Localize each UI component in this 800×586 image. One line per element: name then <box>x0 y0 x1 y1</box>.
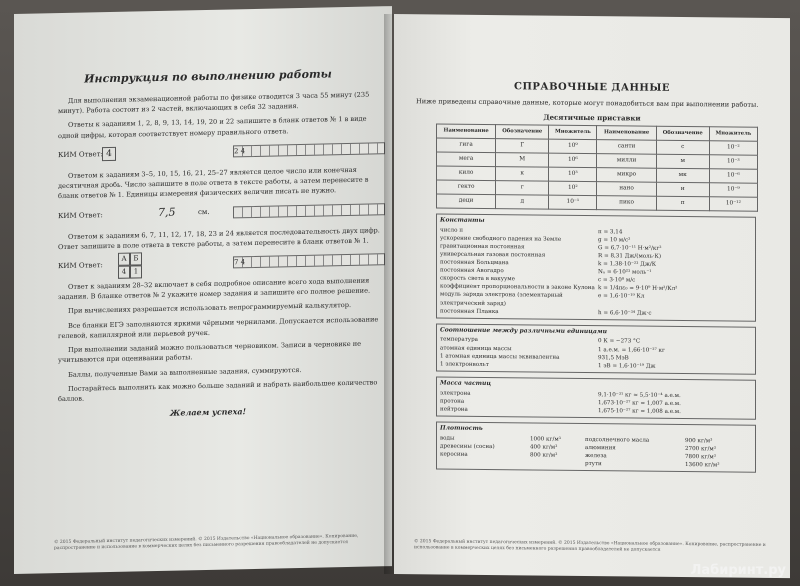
prefix-cell: милли <box>597 154 656 169</box>
prefix-cell: 10⁻⁶ <box>709 169 757 184</box>
answer-example-1 <box>58 138 388 167</box>
right-page <box>394 14 790 578</box>
instructions-title: Инструкция по выполнению работы <box>84 67 332 86</box>
density-cell: древесины (сосна) <box>440 443 495 450</box>
copyright-footer: © 2015 Федеральный институт педагогических измерений. © 2015 Издательство «Национальное образование». Копирование, распространение и использование в коммерческих целях без письменного разрешения правообладателей не допускается <box>414 538 766 554</box>
mass-row-label: протона <box>440 398 465 405</box>
density-cell: 2700 кг/м³ <box>685 445 716 453</box>
answer-form-cells: 7 4 <box>233 253 385 268</box>
answer-box: 4 <box>102 147 116 161</box>
prefix-cell: мк <box>656 168 709 183</box>
answer-unit: см. <box>198 207 210 216</box>
instruction-paragraph: Ответом к заданиям 3–5, 10, 15, 16, 21, 25–27 является целое число или конечная десятичная дробь. Число запишите в поле ответа в тексте работы, а затем перенесите в бланк ответов № 1. Единицы измерения физических величин писать не нужно. <box>58 165 369 201</box>
constant-row-value: h = 6,6·10⁻³⁴ Дж·с <box>598 309 652 317</box>
density-cell: 7800 кг/м³ <box>685 453 716 461</box>
constant-row-value: R = 8,31 Дж/(моль·К) <box>598 253 662 260</box>
copyright-footer: © 2015 Федеральный институт педагогических измерений. © 2015 Издательство «Национальное образование». Копирование, распространение и использование в коммерческих целях без письменного разрешения правообладателей не допускается <box>54 533 359 552</box>
prefix-cell: нано <box>597 182 656 197</box>
prefix-row <box>437 194 758 211</box>
constant-row-label: модуль заряда электрона (элементарный электрический заряд) <box>440 291 563 307</box>
site-watermark: Лабиринт.ру <box>690 563 786 578</box>
section-heading: Соотношение между различными единицами <box>440 326 607 336</box>
constant-row-value: e = 1,6·10⁻¹⁹ Кл <box>598 293 645 301</box>
prefix-cell: мега <box>437 152 496 167</box>
relation-row-label: 1 атомная единица массы эквивалентна <box>440 353 560 361</box>
relations-section <box>436 323 756 374</box>
mass-row-label: нейтрона <box>440 406 468 413</box>
constants-section <box>436 213 756 321</box>
instruction-paragraph: Ответом к заданиям 6, 7, 11, 12, 17, 18, 23 и 24 является последовательность двух цифр. Ответ запишите в поле ответа в тексте работы, а затем перенесите в бланк ответов № 1. <box>58 225 380 251</box>
prefix-cell: 10² <box>549 181 597 196</box>
instruction-paragraph: Ответ к заданиям 28–32 включает в себя подробное описание всего хода выполнения задания. В бланке ответов № 2 укажите номер задания и запишите его полное решение. <box>58 276 371 302</box>
prefix-cell: к <box>496 166 549 181</box>
density-cell: ртути <box>585 460 602 468</box>
grid-cell: 4 <box>118 266 130 279</box>
mass-row-label: электрона <box>440 390 471 397</box>
prefix-cell: пико <box>597 196 656 211</box>
answer-example-3 <box>58 249 388 278</box>
density-cell: алюминия <box>585 444 616 452</box>
constant-row-label: число π <box>440 227 463 234</box>
prefix-table-title: Десятичные приставки <box>543 112 641 123</box>
answer-label: КИМ Ответ: <box>58 150 103 159</box>
density-cell: 900 кг/м³ <box>685 437 713 444</box>
prefix-cell: 10³ <box>549 167 597 182</box>
answer-grid <box>118 252 142 277</box>
prefix-cell: санти <box>597 140 656 155</box>
prefix-cell: м <box>656 154 709 169</box>
instruction-paragraph: Для выполнения экзаменационной работы по физике отводится 3 часа 55 минут (235 минут). Работа состоит из 2 частей, включающих в себя 32 задания. <box>58 90 370 116</box>
prefix-cell: М <box>496 152 549 167</box>
instruction-paragraph: Все бланки ЕГЭ заполняются яркими чёрными чернилами. Допускается использование гелевой, капиллярной или перьевой ручек. <box>58 314 379 340</box>
mass-row-value: 9,1·10⁻³¹ кг ≈ 5,5·10⁻⁴ а.е.м. <box>598 391 681 399</box>
prefix-table <box>436 123 758 211</box>
prefix-header: Обозначение <box>656 126 709 141</box>
prefix-cell: 10⁻² <box>709 141 757 156</box>
reference-intro: Ниже приведены справочные данные, которые могут понадобиться вам при выполнении работы. <box>416 97 759 109</box>
section-heading: Масса частиц <box>440 379 492 387</box>
instruction-paragraph: Ответы к заданиям 1, 2, 8, 9, 13, 14, 19, 20 и 22 запишите в бланк ответов № 1 в виде одной цифры, которая соответствует номеру правильного ответа. <box>58 115 367 140</box>
constant-row-value: k = 1/4πε₀ = 9·10⁹ Н·м²/Кл² <box>598 285 678 293</box>
relation-row-label: атомная единица массы <box>440 345 512 352</box>
constant-row-value: G = 6,7·10⁻¹¹ Н·м²/кг² <box>598 244 662 252</box>
prefix-cell: гекто <box>437 180 496 195</box>
reference-title: СПРАВОЧНЫЕ ДАННЫЕ <box>514 81 670 94</box>
density-cell: керосина <box>440 451 468 458</box>
constant-row-value: g = 10 м/с² <box>598 236 631 244</box>
prefix-cell: 10⁻⁹ <box>709 183 757 198</box>
instruction-paragraph: При вычислениях разрешается использовать непрограммируемый калькулятор. <box>68 301 352 316</box>
instruction-paragraph: Постарайтесь выполнить как можно больше заданий и набрать наибольшее количество баллов. <box>58 378 378 404</box>
prefix-cell: п <box>656 196 709 211</box>
constant-row-value: π = 3,14 <box>598 228 623 235</box>
constant-row-value: Nₐ = 6·10²³ моль⁻¹ <box>598 269 652 276</box>
prefix-cell: с <box>656 140 709 155</box>
mass-row-value: 1,673·10⁻²⁷ кг ≈ 1,007 а.е.м. <box>598 399 681 407</box>
prefix-header: Множитель <box>709 127 757 142</box>
relation-row-value: 1 эВ = 1,6·10⁻¹⁹ Дж <box>598 362 656 370</box>
constant-row-value: k = 1,38·10⁻²³ Дж/К <box>598 261 657 268</box>
instruction-paragraph: Баллы, полученные Вами за выполненные задания, суммируются. <box>68 365 302 379</box>
density-cell: воды <box>440 435 455 442</box>
answer-form-cells: 2 4 <box>233 142 385 157</box>
constant-row-label: коэффициент пропорциональности в законе Кулона <box>440 283 595 292</box>
density-cell <box>440 458 530 467</box>
handwritten-answer: 7,5 <box>158 205 176 219</box>
prefix-cell: деци <box>437 194 496 209</box>
density-section <box>436 421 756 472</box>
answer-label: КИМ Ответ: <box>58 210 103 220</box>
prefix-cell: г <box>496 180 549 195</box>
mass-row-value: 1,675·10⁻²⁷ кг ≈ 1,008 а.е.м. <box>598 407 681 415</box>
prefix-cell: Г <box>496 138 549 153</box>
density-cell: железа <box>585 452 607 460</box>
density-cell: 13600 кг/м³ <box>685 461 720 469</box>
constant-row-label: скорость света в вакууме <box>440 275 515 283</box>
prefix-cell: микро <box>597 168 656 183</box>
relation-row-value: 0 К = −273 °С <box>598 338 641 346</box>
instruction-paragraph: При выполнении заданий можно пользоваться черновиком. Записи в черновике не учитываются при оценивании работы. <box>58 339 362 365</box>
grid-cell: А <box>118 253 130 266</box>
section-heading: Константы <box>440 216 485 224</box>
answer-example-2 <box>58 199 388 228</box>
prefix-cell: д <box>496 194 549 209</box>
left-page <box>14 6 392 574</box>
constant-row-label: постоянная Авогадро <box>440 267 504 275</box>
prefix-cell: 10⁻³ <box>709 155 757 170</box>
masses-section <box>436 376 756 419</box>
prefix-header: Наименование <box>437 124 496 139</box>
constant-row-label: постоянная Планка <box>440 308 499 315</box>
density-cell: 1000 кг/м³ <box>530 436 561 443</box>
density-cell: подсолнечного масла <box>585 436 650 444</box>
grid-cell: Б <box>130 252 142 265</box>
prefix-cell: н <box>656 182 709 197</box>
relation-row-label: 1 электронвольт <box>440 361 489 368</box>
prefix-header: Обозначение <box>496 124 549 139</box>
section-heading: Плотность <box>440 424 483 432</box>
constant-row-label: ускорение свободного падения на Земле <box>440 235 562 243</box>
relation-row-value: 1 а.е.м. = 1,66·10⁻²⁷ кг <box>598 346 665 354</box>
prefix-cell: гига <box>437 138 496 153</box>
density-cell <box>530 459 585 468</box>
constant-row-label: постоянная Больцмана <box>440 259 509 267</box>
density-cell: 400 кг/м³ <box>530 444 558 451</box>
relation-row-label: температура <box>440 336 479 344</box>
grid-cell: 1 <box>130 265 142 278</box>
density-cell: 800 кг/м³ <box>530 452 558 459</box>
prefix-header: Наименование <box>597 126 656 141</box>
prefix-cell: 10⁻¹ <box>549 195 597 210</box>
prefix-cell: 10⁻¹² <box>709 197 757 212</box>
constant-row-value: с = 3·10⁸ м/с <box>598 277 636 284</box>
prefix-header: Множитель <box>549 125 597 140</box>
prefix-cell: кило <box>437 166 496 181</box>
answer-form-cells <box>233 203 385 218</box>
prefix-cell: 10⁶ <box>549 153 597 168</box>
open-book <box>14 14 790 574</box>
prefix-cell: 10⁹ <box>549 139 597 154</box>
relation-row-value: 931,5 МэВ <box>598 354 629 362</box>
constant-row-label: гравитационная постоянная <box>440 243 525 251</box>
good-luck-text: Желаем успеха! <box>169 406 247 418</box>
answer-label: КИМ Ответ: <box>58 261 103 271</box>
constant-row-label: универсальная газовая постоянная <box>440 251 546 259</box>
